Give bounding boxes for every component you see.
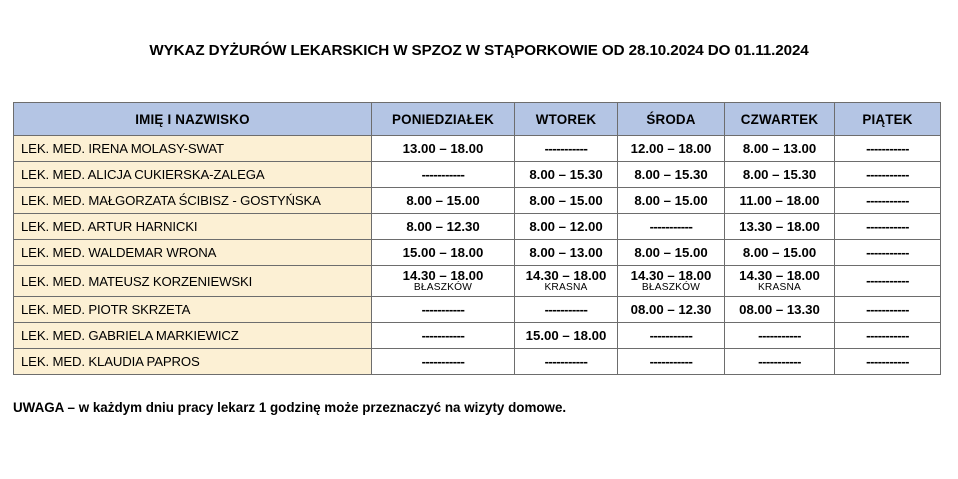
duty-hours-text: 8.00 – 15.00 [634,192,708,208]
table-row [14,162,941,188]
duty-hours-cell-friday [835,136,941,162]
duty-hours-cell-tuesday [515,349,618,375]
duty-hours-cell-thursday [725,323,835,349]
column-header-tuesday: WTOREK [515,103,618,136]
duty-hours-text: ----------- [758,353,801,369]
duty-hours-cell-wednesday [618,297,725,323]
duty-schedule-table [13,102,941,375]
duty-hours-cell-tuesday [515,162,618,188]
duty-hours-cell-tuesday [515,240,618,266]
duty-hours-text: 8.00 – 15.00 [742,244,817,260]
duty-hours-text: ----------- [866,244,909,260]
table-row [14,136,941,162]
duty-hours-cell-thursday [725,266,835,297]
table-header [14,103,941,136]
duty-hours-cell-wednesday [618,136,725,162]
duty-hours-cell-wednesday [618,349,725,375]
duty-hours-text: ----------- [866,353,909,369]
doctor-name-cell: LEK. MED. PIOTR SKRZETA [14,297,372,323]
column-header-thursday: CZWARTEK [725,103,835,136]
duty-hours-text: 14.30 – 18.00 [525,268,607,284]
duty-hours-cell-thursday [725,162,835,188]
duty-hours-text: ----------- [544,353,588,369]
duty-hours-cell-monday [372,349,515,375]
duty-hours-text: ----------- [649,327,693,343]
duty-hours-text: 8.00 – 15.00 [529,192,603,208]
duty-hours-text: ----------- [866,218,909,234]
duty-hours-cell-thursday [725,188,835,214]
duty-hours-cell-monday [372,266,515,297]
duty-hours-text: ----------- [649,353,693,369]
table-header-row [14,103,941,136]
duty-hours-text: 8.00 – 15.30 [742,166,817,182]
duty-hours-text: 14.30 – 18.00 [739,268,820,284]
duty-hours-cell-thursday [725,297,835,323]
doctor-name-cell: LEK. MED. GABRIELA MARKIEWICZ [14,323,372,349]
column-header-friday: PIĄTEK [835,103,941,136]
duty-hours-text: 8.00 – 15.30 [634,166,708,182]
duty-hours-cell-tuesday [515,214,618,240]
doctor-name-cell: LEK. MED. MATEUSZ KORZENIEWSKI [14,266,372,297]
duty-hours-cell-friday [835,297,941,323]
table-row [14,323,941,349]
duty-hours-cell-friday [835,162,941,188]
duty-hours-cell-friday [835,188,941,214]
footnote: UWAGA – w każdym dniu pracy lekarz 1 godzinę może przeznaczyć na wizyty domowe. [13,400,567,415]
duty-hours-cell-friday [835,240,941,266]
duty-hours-text: 08.00 – 13.30 [739,301,820,317]
duty-hours-cell-wednesday [618,188,725,214]
duty-location-text: KRASNA [757,282,802,294]
table-row [14,297,941,323]
duty-hours-cell-friday [835,349,941,375]
duty-hours-cell-monday [372,188,515,214]
duty-hours-text: 8.00 – 15.00 [406,192,480,208]
duty-hours-cell-monday [372,323,515,349]
duty-hours-cell-monday [372,240,515,266]
duty-location-text: BŁASZKÓW [413,282,473,294]
duty-hours-text: ----------- [758,327,801,343]
duty-hours-text: 8.00 – 12.30 [406,218,480,234]
duty-hours-text: 08.00 – 12.30 [630,301,712,317]
duty-hours-text: ----------- [866,301,909,317]
duty-hours-cell-thursday [725,349,835,375]
duty-hours-cell-thursday [725,240,835,266]
duty-hours-cell-monday [372,297,515,323]
duty-hours-cell-thursday [725,214,835,240]
column-header-name: IMIĘ I NAZWISKO [14,103,372,136]
table-row [14,188,941,214]
duty-hours-cell-wednesday [618,323,725,349]
duty-hours-cell-tuesday [515,188,618,214]
duty-hours-text: ----------- [866,140,909,156]
duty-location-text: KRASNA [544,282,588,294]
duty-hours-cell-tuesday [515,266,618,297]
duty-hours-cell-tuesday [515,297,618,323]
duty-hours-cell-tuesday [515,323,618,349]
table-body [14,136,941,375]
duty-hours-text: 8.00 – 13.00 [742,140,817,156]
duty-hours-text: ----------- [866,166,909,182]
table-row [14,266,941,297]
column-header-wednesday: ŚRODA [618,103,725,136]
duty-hours-text: ----------- [421,327,465,343]
doctor-name-cell: LEK. MED. KLAUDIA PAPROS [14,349,372,375]
table-row [14,240,941,266]
duty-hours-text: 11.00 – 18.00 [739,192,820,208]
duty-hours-text: 8.00 – 15.30 [529,166,603,182]
duty-hours-cell-friday [835,266,941,297]
duty-hours-text: 8.00 – 15.00 [634,244,708,260]
duty-hours-text: ----------- [866,273,909,289]
duty-hours-text: 14.30 – 18.00 [630,268,712,284]
duty-hours-cell-friday [835,323,941,349]
duty-hours-cell-monday [372,214,515,240]
duty-hours-text: 15.00 – 18.00 [525,327,607,343]
duty-hours-text: ----------- [544,301,588,317]
duty-hours-text: ----------- [544,140,588,156]
duty-hours-cell-wednesday [618,266,725,297]
duty-hours-text: 14.30 – 18.00 [402,268,484,284]
column-header-monday: PONIEDZIAŁEK [372,103,515,136]
duty-hours-text: 8.00 – 13.00 [529,244,603,260]
duty-hours-text: 8.00 – 12.00 [529,218,603,234]
doctor-name-cell: LEK. MED. ALICJA CUKIERSKA-ZALEGA [14,162,372,188]
duty-hours-cell-friday [835,214,941,240]
duty-hours-text: ----------- [649,218,693,234]
duty-location-text: BŁASZKÓW [641,282,701,294]
duty-hours-cell-monday [372,162,515,188]
doctor-name-cell: LEK. MED. MAŁGORZATA ŚCIBISZ - GOSTYŃSKA [14,188,372,214]
duty-hours-text: 12.00 – 18.00 [630,140,712,156]
doctor-name-cell: LEK. MED. ARTUR HARNICKI [14,214,372,240]
table-row [14,214,941,240]
duty-hours-text: ----------- [421,166,465,182]
duty-hours-cell-wednesday [618,162,725,188]
duty-hours-text: ----------- [866,327,909,343]
page-title: WYKAZ DYŻURÓW LEKARSKICH W SPZOZ W STĄPORKOWIE OD 28.10.2024 DO 01.11.2024 [149,42,809,59]
duty-hours-text: 13.30 – 18.00 [739,218,820,234]
duty-hours-cell-monday [372,136,515,162]
duty-hours-cell-wednesday [618,214,725,240]
doctor-name-cell: LEK. MED. WALDEMAR WRONA [14,240,372,266]
table-row [14,349,941,375]
duty-hours-cell-thursday [725,136,835,162]
duty-hours-cell-wednesday [618,240,725,266]
duty-hours-text: ----------- [421,301,465,317]
duty-hours-text: 15.00 – 18.00 [402,244,484,260]
doctor-name-cell: LEK. MED. IRENA MOLASY-SWAT [14,136,372,162]
duty-hours-text: ----------- [866,192,909,208]
duty-hours-text: 13.00 – 18.00 [402,140,484,156]
duty-hours-text: ----------- [421,353,465,369]
duty-hours-cell-tuesday [515,136,618,162]
